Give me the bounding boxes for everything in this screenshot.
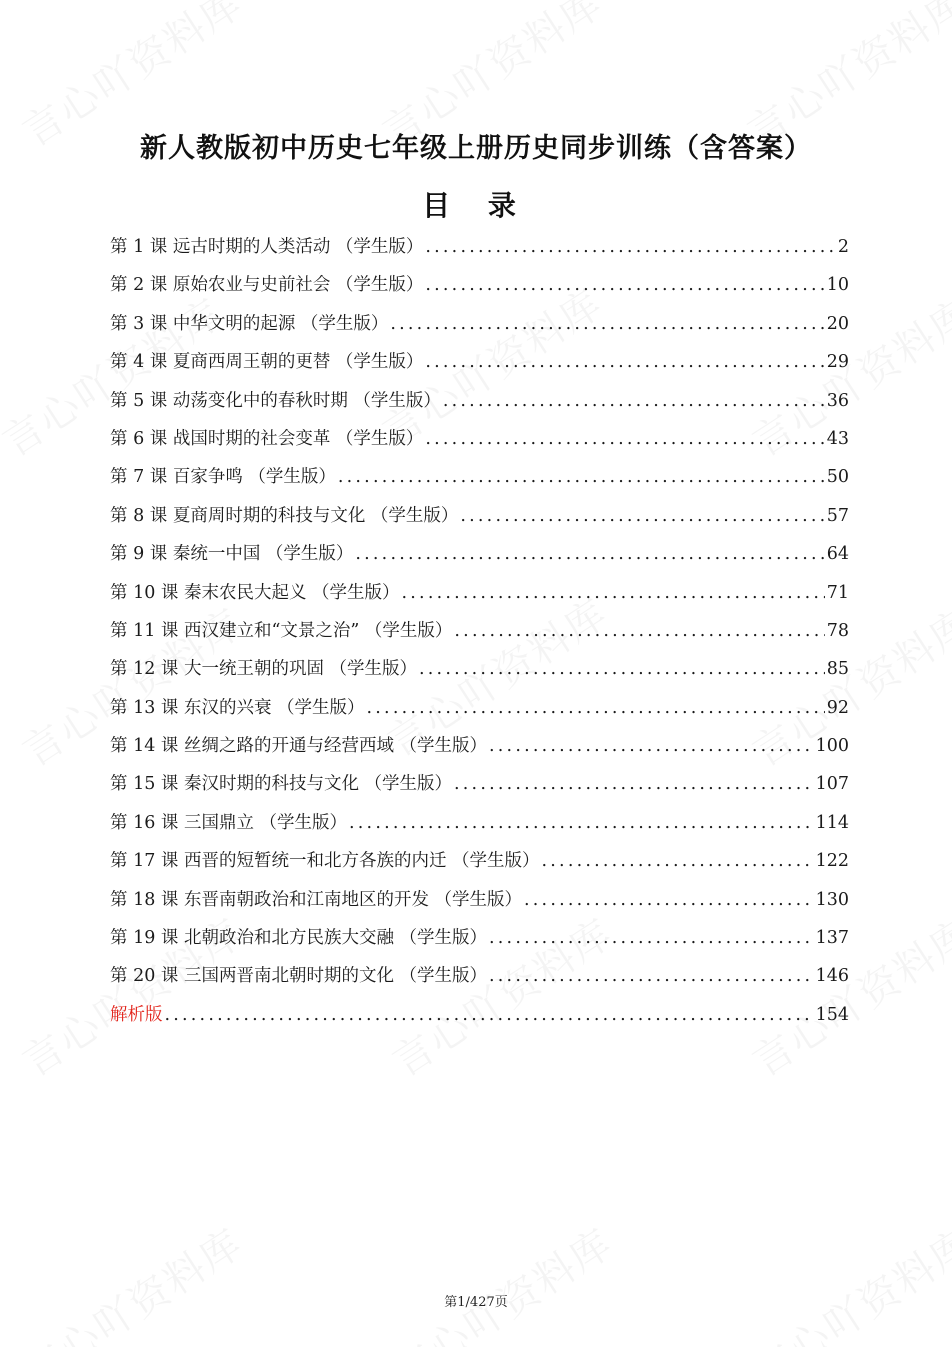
- toc-entry[interactable]: [110, 887, 849, 925]
- toc-entry[interactable]: [110, 656, 849, 694]
- toc-entry-label: 第 5 课 动荡变化中的春秋时期 （学生版）: [110, 390, 441, 411]
- toc-entry[interactable]: [110, 272, 849, 310]
- toc-entry-label: 第 12 课 大一统王朝的巩固 （学生版）: [110, 659, 418, 680]
- toc-entry-label: 第 4 课 夏商西周王朝的更替 （学生版）: [110, 352, 424, 373]
- toc-dot-leader: [419, 656, 825, 682]
- page-number-footer: 第1/427页: [444, 1295, 508, 1310]
- toc-dot-leader: [443, 388, 825, 414]
- toc-entry[interactable]: [110, 388, 849, 426]
- toc-dot-leader: [349, 810, 814, 836]
- toc-dot-leader: [367, 695, 825, 721]
- toc-entry-label: 第 8 课 夏商周时期的科技与文化 （学生版）: [110, 505, 459, 526]
- toc-entry[interactable]: [110, 580, 849, 618]
- toc-entry-label: 第 15 课 秦汉时期的科技与文化 （学生版）: [110, 774, 453, 795]
- toc-entry-page: 36: [826, 390, 849, 411]
- toc-entry[interactable]: [110, 810, 849, 848]
- toc-entry-page: 29: [826, 352, 849, 373]
- toc-entry-page: 114: [815, 812, 849, 833]
- toc-entry[interactable]: [110, 349, 849, 387]
- toc-entry-label: 第 9 课 秦统一中国 （学生版）: [110, 544, 354, 565]
- toc-entry[interactable]: [110, 464, 849, 502]
- toc-entry-label: 第 1 课 远古时期的人类活动 （学生版）: [110, 237, 424, 257]
- toc-entry-page: 10: [826, 275, 849, 296]
- toc-entry[interactable]: [110, 234, 849, 272]
- toc-entry-label: 第 10 课 秦末农民大起义 （学生版）: [110, 582, 400, 603]
- toc-entry[interactable]: [110, 426, 849, 464]
- toc-dot-leader: [425, 426, 824, 452]
- toc-entry-page: 2: [837, 237, 849, 257]
- toc-entry-page: 130: [815, 889, 849, 910]
- toc-entry-label: 第 7 课 百家争鸣 （学生版）: [110, 467, 336, 488]
- toc-dot-leader: [165, 1002, 814, 1028]
- toc-entry[interactable]: [110, 733, 849, 771]
- toc-entry-page: 85: [826, 659, 849, 680]
- toc-entry[interactable]: [110, 848, 849, 886]
- watermark-text: [380, 1213, 622, 1347]
- toc-dot-leader: [489, 925, 814, 951]
- toc-entry-page: 50: [826, 467, 849, 488]
- document-title: 新人教版初中历史七年级上册历史同步训练（含答案）: [140, 133, 812, 164]
- toc-dot-leader: [524, 887, 814, 913]
- toc-entry-page: 43: [826, 428, 849, 449]
- toc-entry-label: 第 2 课 原始农业与史前社会 （学生版）: [110, 275, 424, 296]
- toc-entry[interactable]: [110, 311, 849, 349]
- toc-entry[interactable]: [110, 695, 849, 733]
- toc-dot-leader: [402, 580, 825, 606]
- toc-entry-page: 92: [826, 697, 849, 718]
- toc-entry[interactable]: [110, 541, 849, 579]
- toc-entry-page: 64: [826, 544, 849, 565]
- toc-entry-page: 57: [826, 505, 849, 526]
- toc-entry-label: 第 18 课 东晋南朝政治和江南地区的开发 （学生版）: [110, 889, 523, 910]
- toc-dot-leader: [454, 771, 814, 797]
- toc-entry[interactable]: [110, 1002, 849, 1040]
- toc-dot-leader: [355, 541, 824, 567]
- toc-dot-leader: [425, 272, 824, 298]
- toc-dot-leader: [390, 311, 824, 337]
- toc-entry-page: 71: [826, 582, 849, 603]
- toc-entry-label: 第 6 课 战国时期的社会变革 （学生版）: [110, 428, 424, 449]
- toc-entry-label: 第 13 课 东汉的兴衰 （学生版）: [110, 697, 365, 718]
- watermark-text: [10, 1213, 252, 1347]
- toc-entry-label: 第 19 课 北朝政治和北方民族大交融 （学生版）: [110, 928, 488, 949]
- toc-dot-leader: [338, 464, 825, 490]
- toc-entry-page: 20: [826, 313, 849, 334]
- toc-entry[interactable]: [110, 503, 849, 541]
- toc-dot-leader: [454, 618, 824, 644]
- toc-entry-label: 第 11 课 西汉建立和“文景之治” （学生版）: [110, 620, 453, 641]
- toc-entry[interactable]: [110, 963, 849, 1001]
- toc-entry-page: 146: [815, 966, 849, 987]
- toc-dot-leader: [460, 503, 824, 529]
- table-of-contents: [110, 234, 849, 1040]
- toc-entry-label: 解析版: [110, 1004, 163, 1025]
- toc-entry[interactable]: [110, 771, 849, 809]
- toc-entry[interactable]: [110, 925, 849, 963]
- toc-entry-page: 154: [815, 1004, 849, 1025]
- toc-dot-leader: [489, 963, 814, 989]
- toc-entry-label: 第 20 课 三国两晋南北朝时期的文化 （学生版）: [110, 966, 488, 987]
- toc-entry-label: 第 3 课 中华文明的起源 （学生版）: [110, 313, 389, 334]
- toc-dot-leader: [425, 349, 824, 375]
- watermark-text: [740, 1213, 952, 1347]
- toc-entry-label: 第 17 课 西晋的短暂统一和北方各族的内迁 （学生版）: [110, 851, 540, 872]
- toc-heading: 目 录: [422, 189, 530, 222]
- toc-entry-label: 第 14 课 丝绸之路的开通与经营西域 （学生版）: [110, 736, 488, 757]
- toc-entry-label: 第 16 课 三国鼎立 （学生版）: [110, 812, 348, 833]
- toc-entry-page: 78: [826, 620, 849, 641]
- toc-entry-page: 122: [815, 851, 849, 872]
- toc-entry-page: 137: [815, 928, 849, 949]
- toc-entry[interactable]: [110, 618, 849, 656]
- toc-dot-leader: [489, 733, 814, 759]
- toc-dot-leader: [425, 234, 835, 260]
- toc-entry-page: 100: [815, 736, 849, 757]
- toc-dot-leader: [542, 848, 814, 874]
- toc-entry-page: 107: [815, 774, 849, 795]
